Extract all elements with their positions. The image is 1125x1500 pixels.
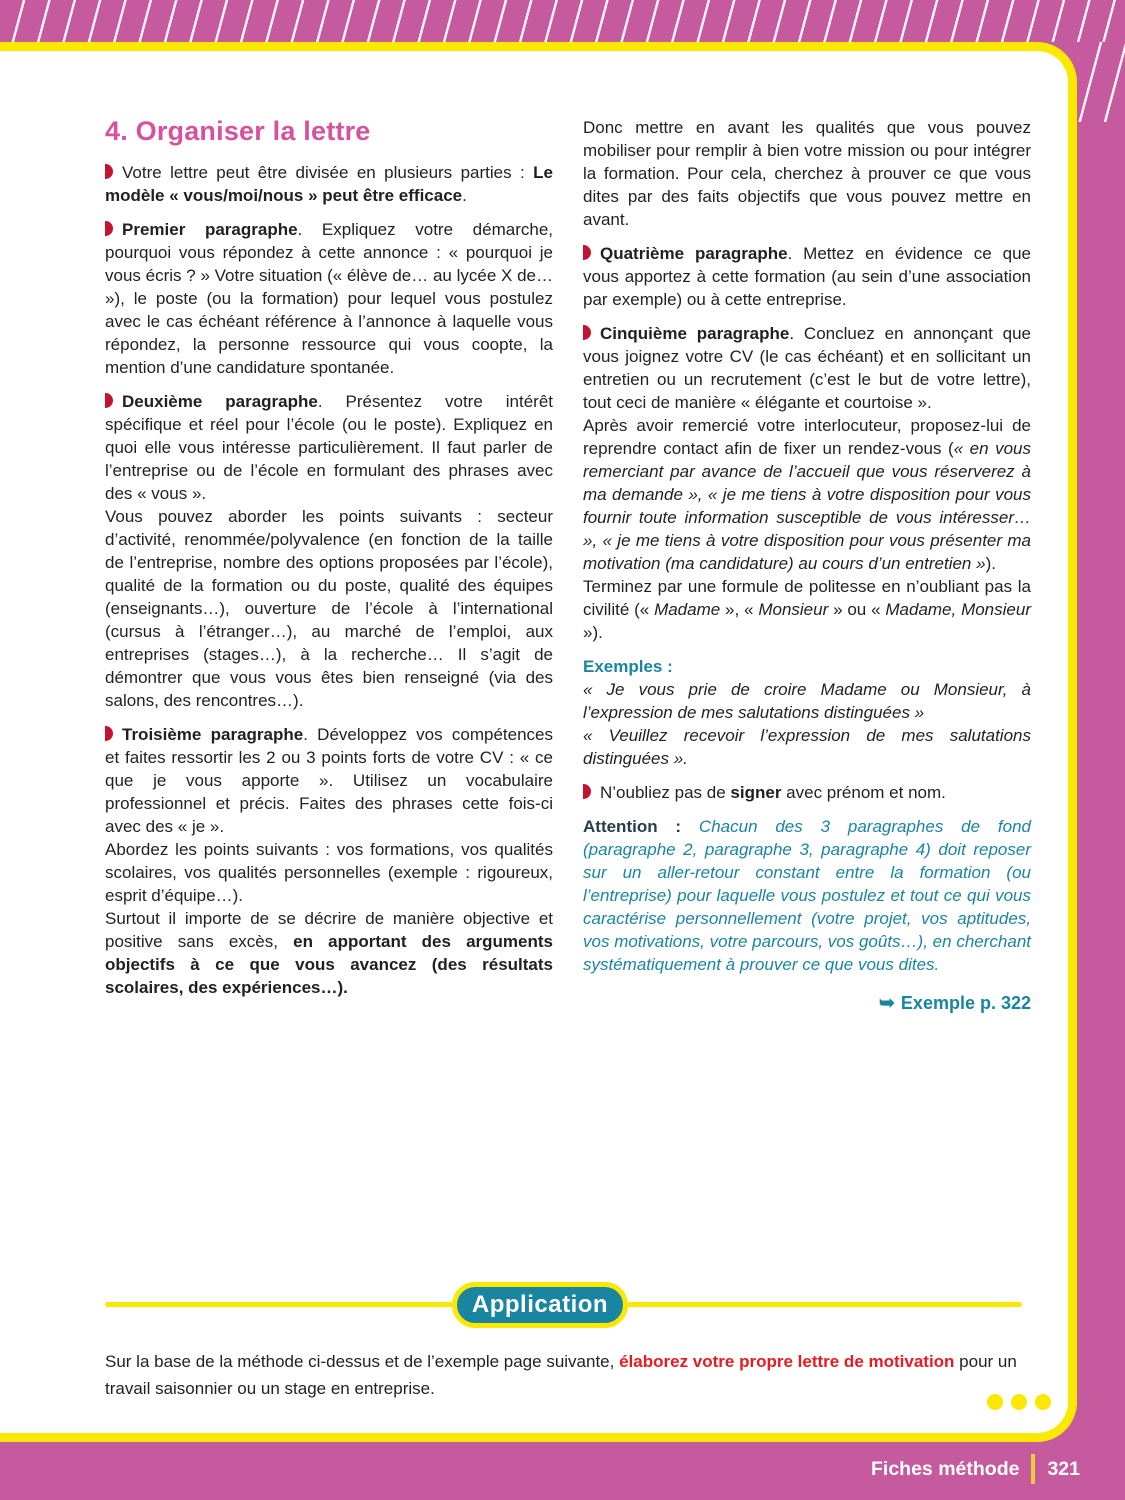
- troisieme-cont2-bold: en apportant des arguments objectifs à ce que vous avancez (des résultats scolaires, des expériences…).: [105, 932, 553, 997]
- two-column-layout: [105, 116, 1040, 1015]
- paragraph-troisieme-cont1: Abordez les points suivants : vos formations, vos qualités scolaires, vos qualités personnelles (exemple : rigoureux, esprit d’équipe…).: [105, 840, 553, 905]
- signer-bold: signer: [730, 783, 782, 802]
- quatrieme-lead: Quatrième paragraphe: [600, 244, 788, 263]
- paragraph-cinquieme-cont1: [583, 414, 1031, 575]
- intro-text: Votre lettre peut être divisée en plusieurs parties :: [122, 163, 534, 182]
- striped-corner-band: [1077, 42, 1125, 122]
- application-text-post: pour un travail saisonnier ou un stage en entreprise.: [105, 1352, 1017, 1398]
- footer-page-number: 321: [1047, 1457, 1080, 1480]
- cinquieme-cont1-text: Après avoir remercié votre interlocuteur, proposez-lui de reprendre contact afin de fixer un rendez-vous (: [583, 416, 1031, 458]
- exemples-label: Exemples :: [583, 657, 673, 676]
- troisieme-body: . Développez vos compétences et faites ressortir les 2 ou 3 points forts de votre CV : « ce que je vous apporte ». Utilisez un vocabulaire professionnel et précis. Faites des phrases cette fois-ci avec des « je ».: [105, 725, 553, 836]
- troisieme-cont2-text: Surtout il importe de se décrire de manière objective et positive sans excès,: [105, 909, 553, 951]
- civility-madame-monsieur: Madame, Monsieur: [885, 600, 1031, 619]
- cinquieme-cont1-close: ).: [985, 554, 996, 573]
- right-column: [583, 116, 1031, 1015]
- application-text-pre: Sur la base de la méthode ci-dessus et de l’exemple page suivante,: [105, 1352, 620, 1371]
- attention-label: Attention :: [583, 817, 682, 836]
- application-banner: Application: [452, 1282, 628, 1328]
- intro-period: .: [462, 186, 467, 205]
- exemples-line1: « Je vous prie de croire Madame ou Monsieur, à l’expression de mes salutations distinguées »: [583, 680, 1031, 722]
- paragraph-deuxieme: [105, 390, 553, 505]
- paragraph-cinquieme-cont2: [583, 575, 1031, 644]
- application-instructions: [105, 1348, 1021, 1402]
- dot-icon: [1035, 1394, 1051, 1410]
- example-reference-label: Exemple p. 322: [900, 993, 1031, 1013]
- paragraph-quatrieme: [583, 242, 1031, 311]
- paragraph-deuxieme-cont: Vous pouvez aborder les points suivants : secteur d’activité, renommée/polyvalence (en fonction de la taille de l’entreprise, nombre des options proposées par l’école), qualité de la formation ou du poste, qualité des équipes (enseignants…), ouverture de l’école à l’international (cursus à l’étranger…), au marché de l’emploi, aux entreprises (stages…), à la recherche… Il s’agit de démontrer que vous vous êtes bien renseigné (via des salons, des rencontres…).: [105, 507, 553, 710]
- attention-note: [583, 815, 1031, 976]
- cinquieme-body: . Concluez en annonçant que vous joignez votre CV (le cas échéant) et en sollicitant un entretien ou un recrutement (c’est le but de votre lettre), tout ceci de manière « élégante et courtoise ».: [583, 324, 1031, 412]
- civility-sep2: » ou «: [828, 600, 886, 619]
- left-column: [105, 116, 553, 1015]
- civility-close: »).: [583, 623, 603, 642]
- paragraph-cinquieme: [583, 322, 1031, 414]
- cinquieme-lead: Cinquième paragraphe: [600, 324, 790, 343]
- paragraph-troisieme: [105, 723, 553, 838]
- dot-icon: [987, 1394, 1003, 1410]
- page-footer: [871, 1452, 1080, 1486]
- paragraph-donc: Donc mettre en avant les qualités que vous pouvez mobiliser pour remplir à bien votre mission ou pour intégrer la formation. Pour cela, cherchez à prouver ce que vous dites par des faits objectifs que vous pouvez mettre en avant.: [583, 118, 1031, 229]
- bullet-icon: [583, 245, 591, 260]
- paragraph-signer: [583, 781, 1031, 804]
- bullet-icon: [105, 221, 113, 236]
- attention-text: Chacun des 3 paragraphes de fond (paragraphe 2, paragraphe 3, paragraphe 4) doit reposer sur un aller-retour constant entre la formation (ou l’entreprise) pour laquelle vous postulez et tout ce qui vous caractérise personnellement (votre projet, vos aptitudes, vos motivations, votre parcours, vos goûts…), en cherchant systématiquement à prouver ce que vous dites.: [583, 817, 1031, 974]
- exemples-line2: « Veuillez recevoir l’expression de mes salutations distinguées ».: [583, 726, 1031, 768]
- example-page-reference: [583, 992, 1031, 1015]
- exemples-heading: [583, 655, 1031, 678]
- bullet-icon: [105, 164, 113, 179]
- bullet-icon: [583, 784, 591, 799]
- curved-arrow-icon: ➥: [879, 993, 895, 1014]
- civility-monsieur: Monsieur: [758, 600, 829, 619]
- deuxieme-lead: Deuxième paragraphe: [122, 392, 318, 411]
- striped-header-band: [0, 0, 1125, 42]
- intro-bold-text: Le modèle « vous/moi/nous » peut être efficace: [105, 163, 553, 205]
- paragraph-premier: [105, 218, 553, 379]
- footer-section-label: Fiches méthode: [871, 1457, 1020, 1480]
- signer-pre: N’oubliez pas de: [600, 783, 731, 802]
- page-title: 4. Organiser la lettre: [105, 116, 371, 146]
- premier-lead: Premier paragraphe: [122, 220, 298, 239]
- cinquieme-cont2-text: Terminez par une formule de politesse en n’oubliant pas la civilité («: [583, 577, 1031, 619]
- bullet-icon: [583, 325, 591, 340]
- application-text-highlight: élaborez votre propre lettre de motivation: [619, 1352, 955, 1371]
- page-content: [0, 42, 1077, 1442]
- civility-sep1: », «: [720, 600, 759, 619]
- premier-body: . Expliquez votre démarche, pourquoi vous répondez à cette annonce : « pourquoi je vous écris ? » Votre situation (« élève de… au lycée X de… »), le poste (ou la formation) pour lequel vous postulez avec le cas échéant référence à l’annonce à laquelle vous répondez, la personne ressource qui vous coopte, la mention d’une candidature spontanée.: [105, 220, 553, 377]
- decorative-dots: [987, 1394, 1051, 1410]
- quatrieme-body: . Mettez en évidence ce que vous apportez à cette formation (au sein d’une association par exemple) ou à cette entreprise.: [583, 244, 1031, 309]
- troisieme-lead: Troisième paragraphe: [122, 725, 304, 744]
- deuxieme-body: . Présentez votre intérêt spécifique et réel pour l’école (ou le poste). Expliquez en quoi elle vous intéresse particulièrement. Il faut parler de l’entreprise ou de l’école en formulant des phrases avec des « vous ».: [105, 392, 553, 503]
- paragraph-intro: [105, 161, 553, 207]
- dot-icon: [1011, 1394, 1027, 1410]
- footer-divider: [1031, 1454, 1035, 1484]
- cinquieme-cont1-quote: « en vous remerciant par avance de l’accueil que vous réserverez à ma demande », « je me tiens à votre disposition pour vous fournir toute information susceptible de vous intéresser… », « je me tiens à votre disposition pour vous présenter ma motivation (ma candidature) au cours d’un entretien »: [583, 439, 1031, 573]
- civility-madame: Madame: [654, 600, 721, 619]
- bullet-icon: [105, 393, 113, 408]
- signer-post: avec prénom et nom.: [781, 783, 946, 802]
- bullet-icon: [105, 726, 113, 741]
- paragraph-troisieme-cont2: [105, 907, 553, 999]
